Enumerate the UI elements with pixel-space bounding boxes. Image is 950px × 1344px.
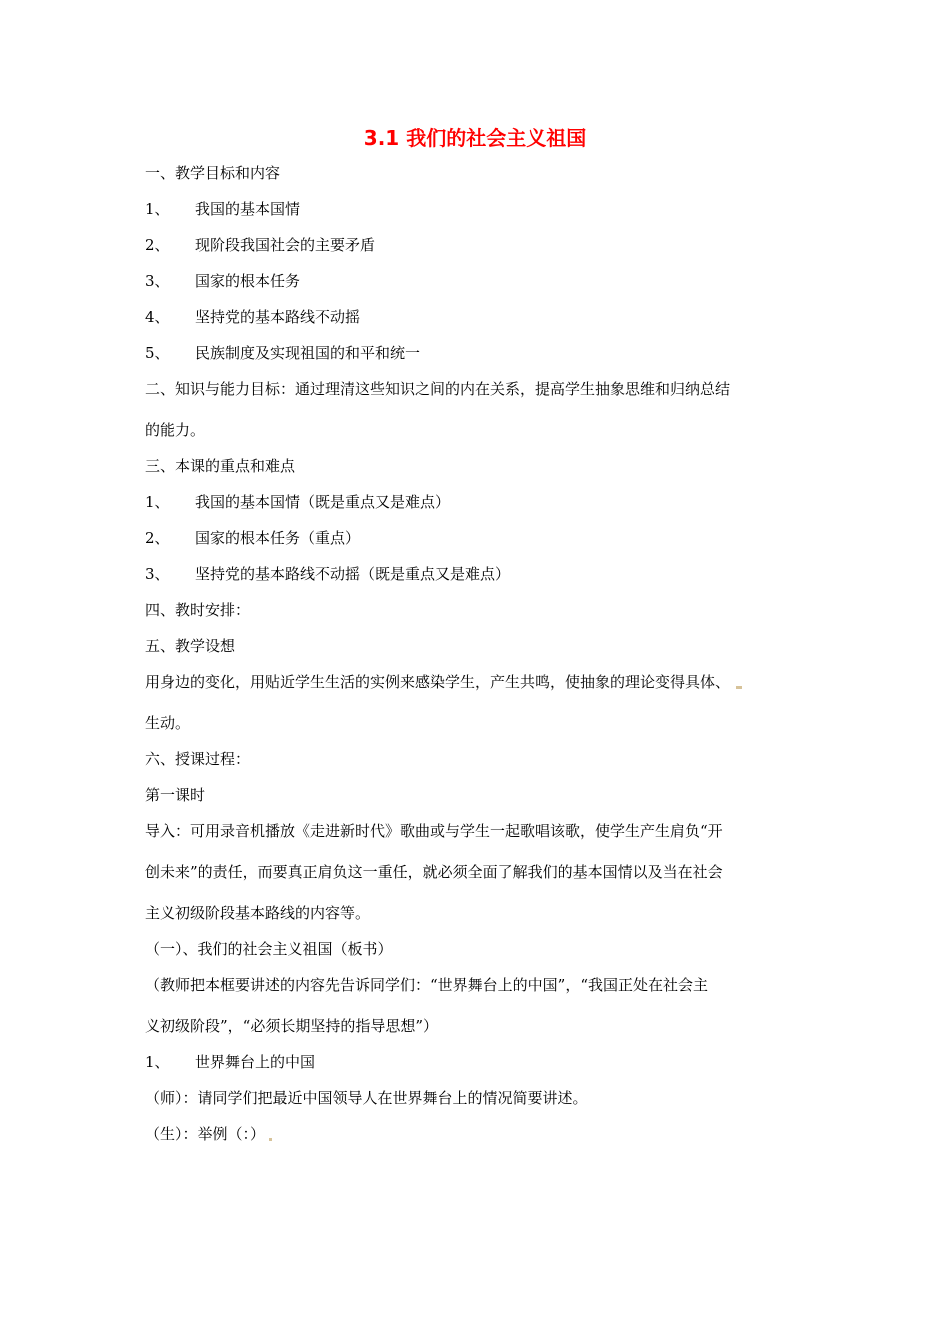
student-text: （生）：举例（：） bbox=[145, 1125, 266, 1143]
list-item bbox=[145, 199, 300, 219]
list-item bbox=[145, 307, 360, 327]
list-item bbox=[145, 528, 360, 548]
paragraph-teacher-note: （教师把本框要讲述的内容先告诉同学们：“世界舞台上的中国”，“我国正处在社会主 bbox=[145, 976, 709, 994]
list-text: 世界舞台上的中国 bbox=[195, 1053, 316, 1071]
paragraph-continuation: 主义初级阶段基本路线的内容等。 bbox=[145, 904, 371, 922]
list-text: 现阶段我国社会的主要矛盾 bbox=[195, 236, 376, 254]
section-heading-process: 六、授课过程： bbox=[145, 750, 251, 768]
list-text: 国家的根本任务（重点） bbox=[195, 529, 361, 547]
page-title: 3.1 我们的社会主义祖国 bbox=[363, 126, 587, 150]
list-item bbox=[145, 564, 510, 584]
paragraph-continuation: 义初级阶段”，“必须长期坚持的指导思想”） bbox=[145, 1017, 439, 1035]
board-heading: （一）、我们的社会主义祖国（板书） bbox=[145, 940, 393, 958]
paragraph-design bbox=[145, 672, 742, 692]
lesson-label: 第一课时 bbox=[145, 786, 206, 804]
list-item bbox=[145, 343, 420, 363]
list-text: 我国的基本国情 bbox=[195, 200, 301, 218]
section-heading-design: 五、教学设想 bbox=[145, 637, 236, 655]
list-text: 民族制度及实现祖国的和平和统一 bbox=[195, 344, 421, 362]
list-text: 坚持党的基本路线不动摇 bbox=[195, 308, 361, 326]
list-number: 1、 bbox=[145, 1053, 170, 1071]
section-heading-objectives: 一、教学目标和内容 bbox=[145, 164, 281, 182]
paragraph-intro: 导入：可用录音机播放《走进新时代》歌曲或与学生一起歌唱该歌，使学生产生肩负“开 bbox=[145, 822, 723, 840]
list-item bbox=[145, 271, 300, 291]
paragraph-continuation: 创未来”的责任，而要真正肩负这一重任，就必须全面了解我们的基本国情以及当在社会 bbox=[145, 863, 723, 881]
list-number: 1、 bbox=[145, 493, 170, 511]
paragraph-continuation: 的能力。 bbox=[145, 421, 206, 439]
list-number: 3、 bbox=[145, 272, 170, 290]
list-item bbox=[145, 1052, 315, 1072]
section-heading-schedule: 四、教时安排： bbox=[145, 601, 251, 619]
list-text: 我国的基本国情（既是重点又是难点） bbox=[195, 493, 451, 511]
list-number: 4、 bbox=[145, 308, 170, 326]
list-number: 2、 bbox=[145, 236, 170, 254]
list-number: 3、 bbox=[145, 565, 170, 583]
list-number: 1、 bbox=[145, 200, 170, 218]
section-heading-key-points: 三、本课的重点和难点 bbox=[145, 457, 296, 475]
list-text: 坚持党的基本路线不动摇（既是重点又是难点） bbox=[195, 565, 511, 583]
edit-mark-icon bbox=[269, 1138, 272, 1141]
list-number: 2、 bbox=[145, 529, 170, 547]
student-line bbox=[145, 1124, 272, 1144]
list-item bbox=[145, 235, 375, 255]
list-number: 5、 bbox=[145, 344, 170, 362]
paragraph-continuation: 生动。 bbox=[145, 714, 191, 732]
list-item bbox=[145, 492, 450, 512]
edit-mark-icon bbox=[736, 686, 742, 689]
list-text: 国家的根本任务 bbox=[195, 272, 301, 290]
section-knowledge-ability: 二、知识与能力目标：通过理清这些知识之间的内在关系，提高学生抽象思维和归纳总结 bbox=[145, 380, 731, 398]
paragraph-text: 用身边的变化，用贴近学生生活的实例来感染学生，产生共鸣，使抽象的理论变得具体、 bbox=[145, 673, 731, 691]
teacher-line: （师）：请同学们把最近中国领导人在世界舞台上的情况简要讲述。 bbox=[145, 1089, 588, 1107]
